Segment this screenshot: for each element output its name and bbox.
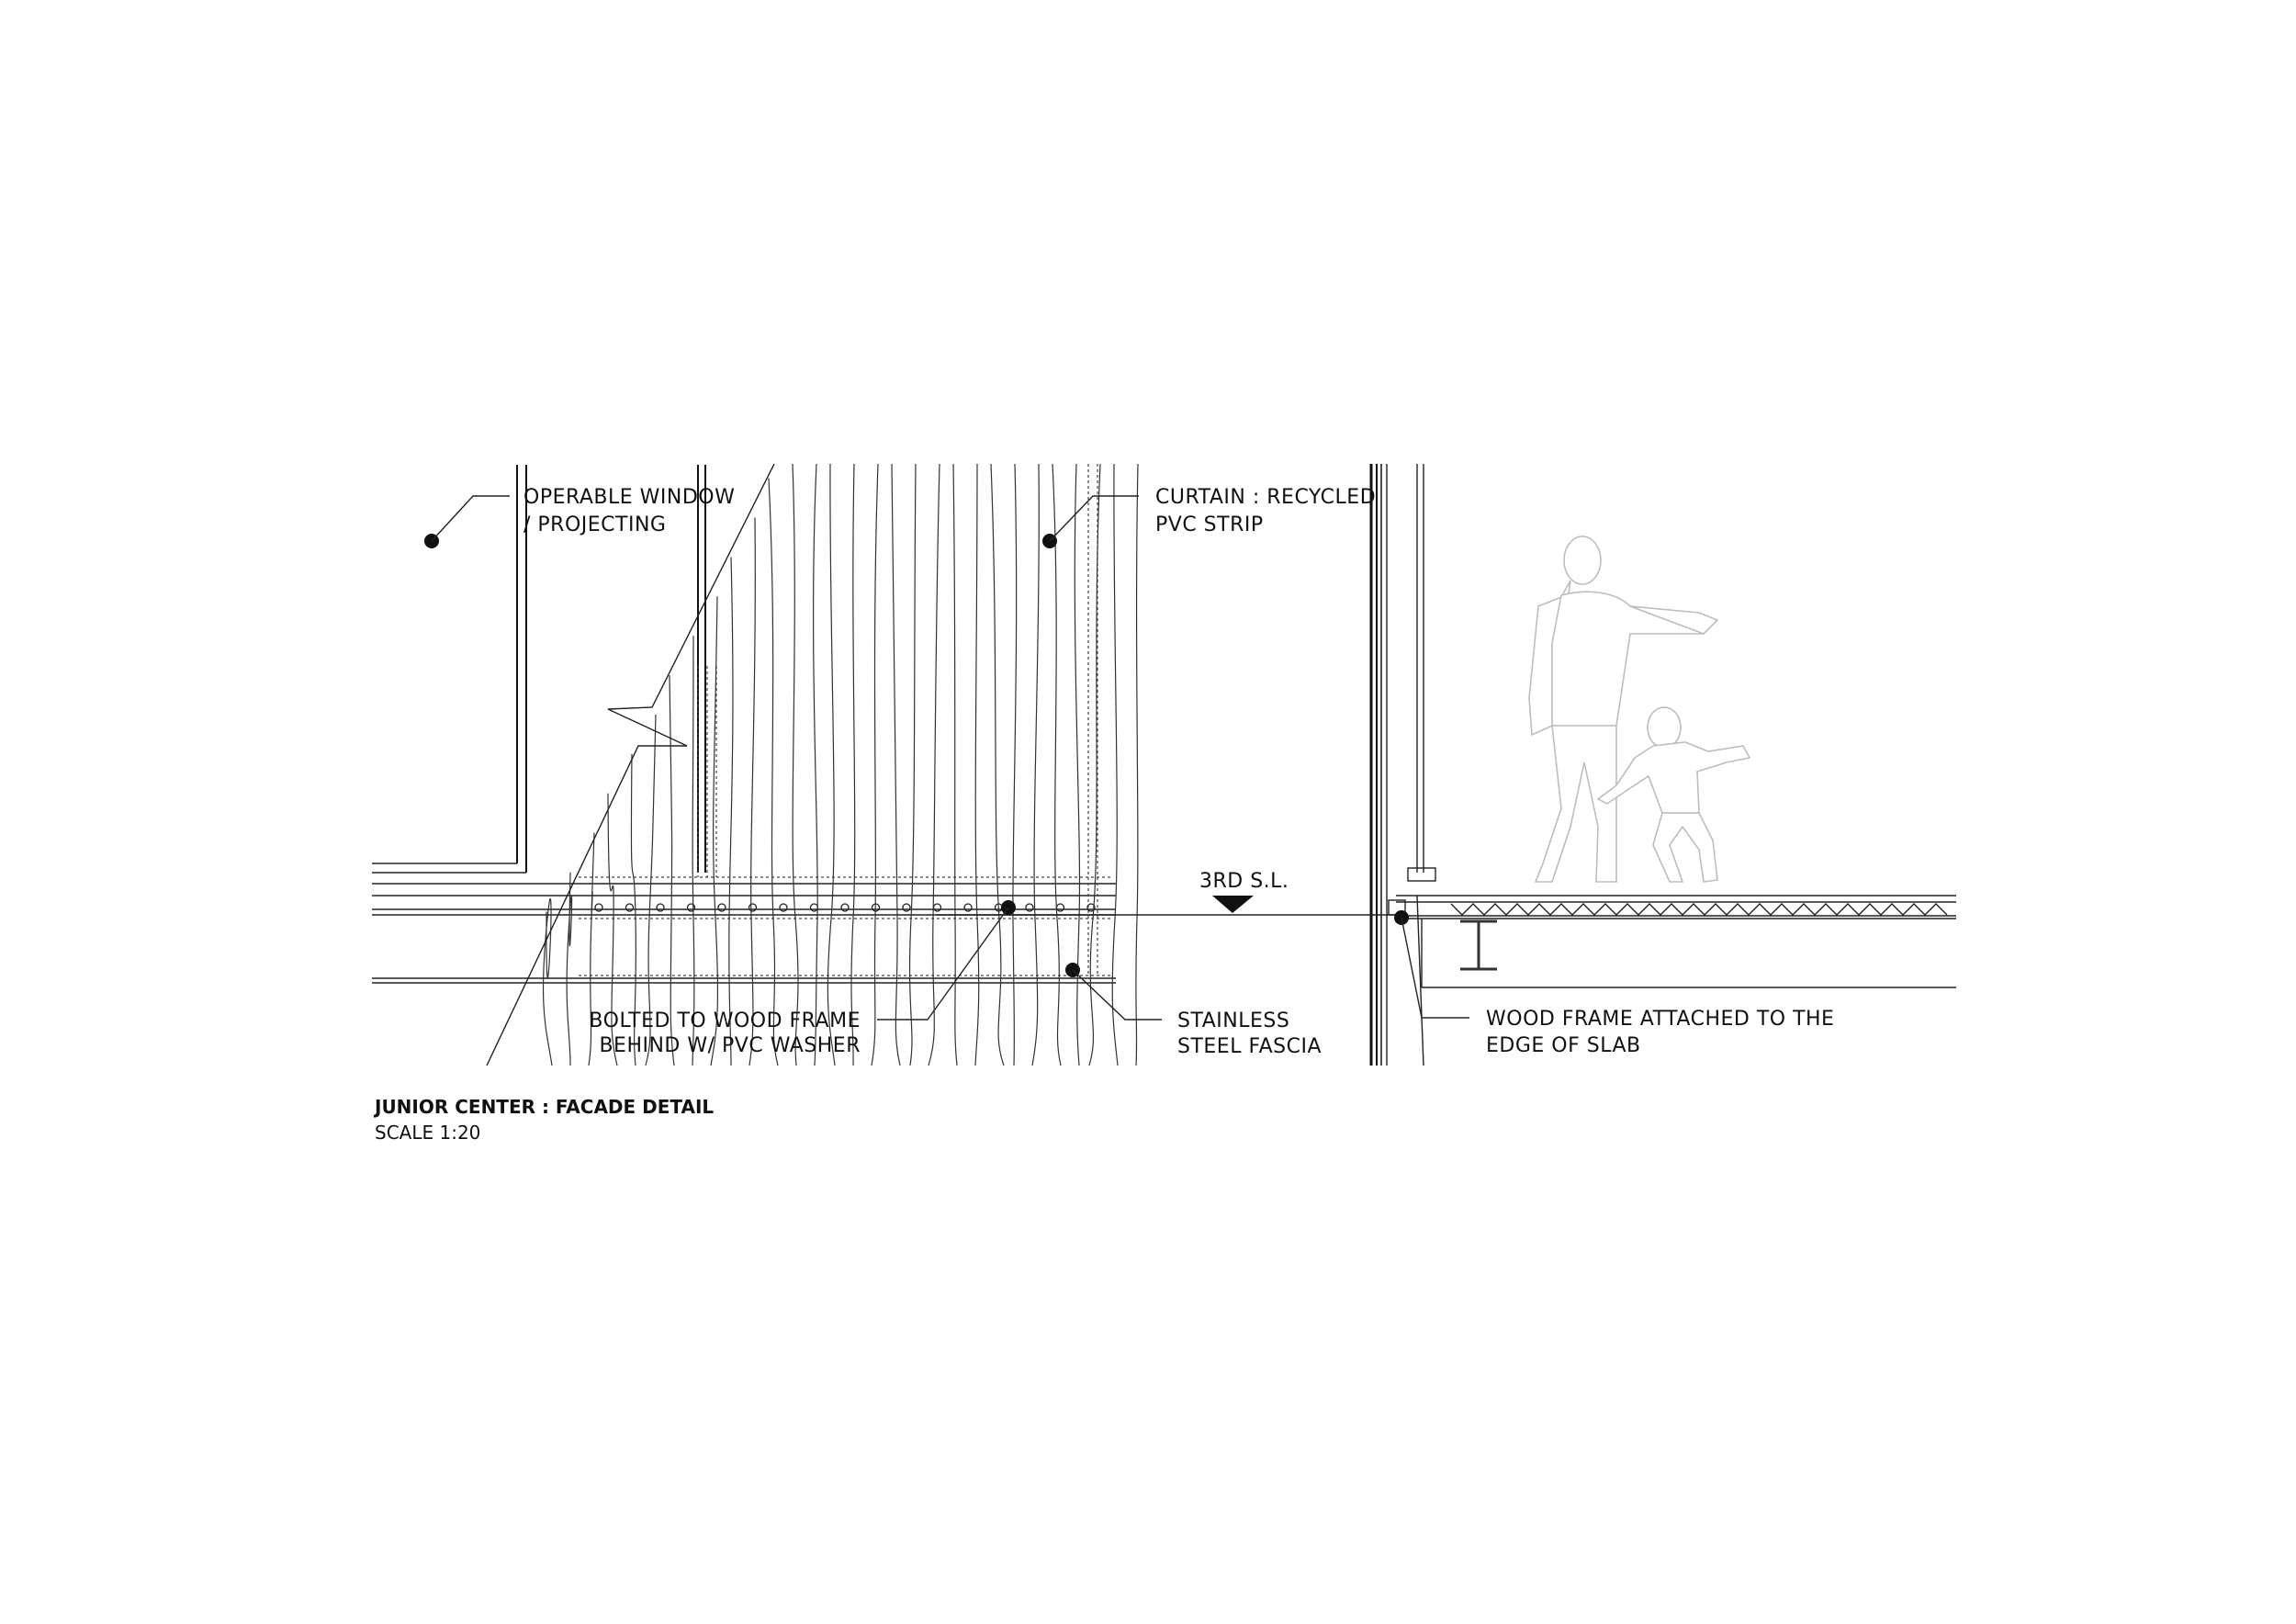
callout-operable-window-line2: / PROJECTING xyxy=(523,513,667,536)
bolt xyxy=(626,904,634,911)
bolt xyxy=(595,904,602,911)
floor-slab xyxy=(1389,896,1956,987)
pvc-strip xyxy=(1136,464,1138,1066)
bolt xyxy=(780,904,787,911)
callout-fascia-line2: STEEL FASCIA xyxy=(1177,1035,1322,1058)
bolt xyxy=(964,904,972,911)
bolt xyxy=(934,904,941,911)
callout-wood-frame-line1: WOOD FRAME ATTACHED TO THE xyxy=(1486,1008,1835,1031)
bolt xyxy=(718,904,726,911)
callout-bolted-line1: BOLTED TO WOOD FRAME xyxy=(589,1009,861,1032)
pvc-strip xyxy=(544,898,552,1066)
child-figure xyxy=(1598,707,1750,882)
callout-fascia-line1: STAINLESS xyxy=(1177,1009,1290,1032)
pvc-strip xyxy=(1112,464,1118,1066)
pvc-strip xyxy=(769,479,778,1066)
bolt-row xyxy=(595,904,1095,911)
callout-wood-frame-line2: EDGE OF SLAB xyxy=(1486,1034,1641,1057)
callout-curtain-line2: PVC STRIP xyxy=(1155,513,1264,536)
level-triangle-icon xyxy=(1212,896,1254,913)
drawing-scale: SCALE 1:20 xyxy=(375,1122,481,1144)
drawing-title: JUNIOR CENTER : FACADE DETAIL xyxy=(375,1096,715,1118)
callout-operable-window-line1: OPERABLE WINDOW xyxy=(523,486,736,509)
callout-curtain xyxy=(1042,486,1376,548)
callout-operable-window xyxy=(424,486,735,548)
pvc-strip xyxy=(729,557,733,1066)
bolt xyxy=(903,904,910,911)
level-label: 3RD S.L. xyxy=(1199,870,1289,893)
callout-fascia xyxy=(1065,963,1322,1058)
bolt xyxy=(811,904,818,911)
callout-wood-frame xyxy=(1394,910,1834,1057)
pvc-strip xyxy=(692,636,694,1066)
bolt xyxy=(1057,904,1064,911)
pvc-strip xyxy=(567,873,571,1066)
column-glazing xyxy=(1371,464,1435,1066)
bolt xyxy=(841,904,849,911)
pvc-strip xyxy=(670,675,674,1066)
bolt xyxy=(749,904,757,911)
callout-bolted-line2: BEHIND W/ PVC WASHER xyxy=(599,1034,861,1057)
bolt xyxy=(1026,904,1033,911)
bolt xyxy=(657,904,664,911)
callout-curtain-line1: CURTAIN : RECYCLED xyxy=(1155,486,1377,509)
title-block xyxy=(373,1096,714,1144)
pvc-strip xyxy=(814,464,818,1066)
